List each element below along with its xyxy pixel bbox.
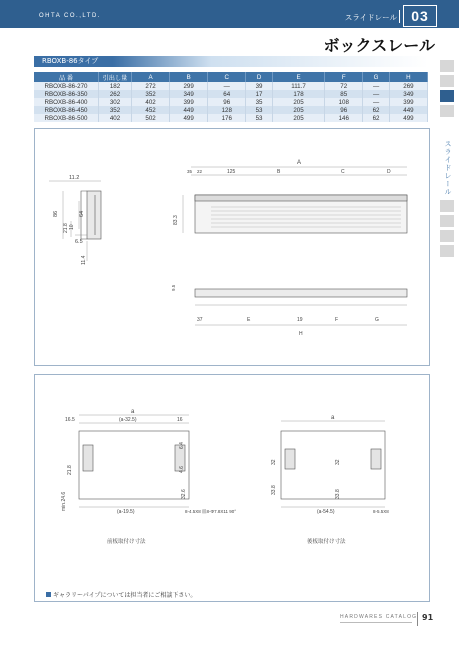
table-cell: 262 — [99, 90, 132, 98]
bullet-square-icon — [46, 592, 51, 597]
table-cell: RBOXB-86-400 — [34, 98, 99, 106]
side-nav-tab[interactable] — [440, 75, 454, 87]
col-header: 引出し量 — [99, 72, 132, 82]
table-cell: 205 — [272, 106, 324, 114]
table-row — [34, 98, 428, 106]
table-cell: RBOXB-86-500 — [34, 114, 99, 122]
model-name: RBOXB-86タイプ — [42, 57, 99, 65]
page-number: 91 — [422, 613, 434, 622]
dim-label: F — [335, 317, 339, 323]
table-cell: 111.7 — [272, 82, 324, 90]
table-cell: 128 — [208, 106, 246, 114]
dim-label: 11.4 — [81, 255, 87, 265]
side-nav-tab-active[interactable] — [440, 90, 454, 102]
dim-label: 21.8 — [67, 465, 73, 475]
table-cell: 302 — [99, 98, 132, 106]
table-cell: 176 — [208, 114, 246, 122]
table-cell: 449 — [389, 106, 427, 114]
table-cell: 269 — [389, 82, 427, 90]
table-cell: 502 — [132, 114, 170, 122]
table-cell: 72 — [325, 82, 363, 90]
table-cell: 399 — [389, 98, 427, 106]
table-cell: — — [363, 98, 390, 106]
dim-label: 83.3 — [173, 215, 179, 225]
table-cell: — — [363, 82, 390, 90]
table-cell: 449 — [170, 106, 208, 114]
table-cell: 17 — [246, 90, 273, 98]
dim-label: 64 — [79, 210, 85, 217]
side-nav-tab[interactable] — [440, 230, 454, 242]
side-nav-tab[interactable] — [440, 105, 454, 117]
dim-label: 6.5 — [75, 239, 83, 245]
table-row — [34, 114, 428, 122]
table-cell: 349 — [389, 90, 427, 98]
table-cell: 352 — [99, 106, 132, 114]
front-board-view — [79, 415, 189, 507]
page-title: ボックスレール — [323, 36, 435, 55]
caption-back: 後板取付け寸法 — [307, 539, 346, 545]
dim-label: (a-32.5) — [119, 417, 137, 423]
table-row — [34, 106, 428, 114]
dim-label: 37 — [197, 317, 203, 323]
dim-label: 8-5.5X8 — [373, 509, 389, 514]
dim-label: 32.6 — [181, 489, 187, 499]
note-body: ギャラリーパイプについては担当者にご相談下さい。 — [53, 592, 197, 599]
col-header: C — [208, 72, 246, 82]
col-header: G — [363, 72, 390, 82]
rail-dimension-drawing — [34, 128, 430, 366]
caption-front: 前板取付け寸法 — [107, 539, 146, 545]
table-cell: 399 — [170, 98, 208, 106]
dim-label: 33.8 — [335, 489, 341, 499]
section-number: 03 — [403, 5, 437, 27]
dim-label: 11.2 — [69, 175, 80, 181]
table-cell: — — [363, 90, 390, 98]
dim-label: H — [299, 331, 303, 337]
note-text — [46, 590, 196, 599]
col-header: E — [272, 72, 324, 82]
dim-label: 4.6 — [179, 466, 185, 473]
table-row — [34, 82, 428, 90]
table-cell: 205 — [272, 98, 324, 106]
section-divider — [399, 10, 400, 23]
col-header: B — [170, 72, 208, 82]
dim-label: a — [131, 409, 135, 415]
table-cell: 96 — [325, 106, 363, 114]
dim-label: D — [387, 169, 391, 175]
brand-name: OHTA CO.,LTD. — [39, 13, 101, 19]
mounting-drawing — [34, 374, 430, 602]
table-cell: 205 — [272, 114, 324, 122]
side-nav-tab[interactable] — [440, 215, 454, 227]
dim-label: 22 — [197, 169, 203, 174]
header-bar — [0, 0, 459, 28]
side-nav-lower — [440, 200, 454, 260]
section-label: スライドレール — [344, 13, 397, 22]
side-nav-tab[interactable] — [440, 200, 454, 212]
rail-side-view — [183, 167, 407, 233]
col-header: 品 番 — [34, 72, 99, 82]
table-cell: 499 — [389, 114, 427, 122]
side-nav — [440, 60, 454, 120]
dim-label: E — [247, 317, 251, 323]
table-cell: 402 — [132, 98, 170, 106]
table-cell: 64 — [208, 90, 246, 98]
table-cell: 499 — [170, 114, 208, 122]
table-cell: 53 — [246, 114, 273, 122]
table-cell: 96 — [208, 98, 246, 106]
table-cell: 108 — [325, 98, 363, 106]
table-cell: — — [208, 82, 246, 90]
table-cell: RBOXB-86-270 — [34, 82, 99, 90]
table-cell: 452 — [132, 106, 170, 114]
mounting-drawing-svg — [35, 375, 429, 587]
table-cell: 352 — [132, 90, 170, 98]
col-header: F — [325, 72, 363, 82]
spec-table-header — [34, 72, 428, 82]
dim-label: 32 — [271, 459, 277, 465]
dim-label: 33.8 — [271, 485, 277, 495]
model-tag — [34, 56, 428, 67]
table-cell: 182 — [99, 82, 132, 90]
dim-label: A — [297, 160, 302, 166]
rail-profile — [49, 181, 101, 261]
col-header: H — [389, 72, 427, 82]
catalog-label: HARDWARES CATALOG — [340, 614, 418, 620]
table-cell: 402 — [99, 114, 132, 122]
dim-label: min.24.6 — [61, 491, 67, 511]
side-nav-label: スライドレール — [444, 140, 452, 196]
dim-label: 16.5 — [65, 417, 75, 423]
table-cell: 299 — [170, 82, 208, 90]
table-cell: 39 — [246, 82, 273, 90]
dim-label: G — [375, 317, 379, 323]
table-cell: 35 — [246, 98, 273, 106]
table-cell: 53 — [246, 106, 273, 114]
dim-label: 9.5 — [171, 284, 176, 291]
dim-label: C — [341, 169, 345, 175]
col-header: A — [132, 72, 170, 82]
table-cell: 349 — [170, 90, 208, 98]
dim-label: 8-4.5X8 皿8-Φ7.8X11 90° — [185, 509, 237, 514]
dim-label: 125 — [227, 169, 236, 175]
col-header: D — [246, 72, 273, 82]
dim-label: 6.4 — [179, 442, 185, 449]
page-number-divider — [417, 612, 418, 626]
table-cell: RBOXB-86-350 — [34, 90, 99, 98]
dim-label: 32 — [335, 459, 341, 465]
side-nav-tab[interactable] — [440, 245, 454, 257]
dim-label: 21.8 — [63, 223, 69, 233]
side-nav-tab[interactable] — [440, 60, 454, 72]
table-cell: 146 — [325, 114, 363, 122]
spec-table — [34, 72, 428, 122]
dim-label: (a-54.5) — [317, 509, 335, 515]
dim-label: 86 — [53, 210, 59, 217]
dim-label: 35 — [187, 169, 193, 174]
footer-rule — [340, 622, 412, 623]
rail-drawing-svg — [35, 129, 429, 365]
dim-label: 10 — [69, 224, 75, 230]
table-row — [34, 90, 428, 98]
table-cell: 85 — [325, 90, 363, 98]
table-cell: 62 — [363, 106, 390, 114]
dim-label: B — [277, 169, 281, 175]
table-cell: RBOXB-86-450 — [34, 106, 99, 114]
table-cell: 62 — [363, 114, 390, 122]
table-cell: 178 — [272, 90, 324, 98]
table-cell: 272 — [132, 82, 170, 90]
dim-label: a — [331, 415, 335, 421]
dim-label: 16 — [177, 417, 183, 423]
dim-label: (a-19.5) — [117, 509, 135, 515]
dim-label: 19 — [297, 317, 303, 323]
back-board-view — [281, 421, 385, 507]
